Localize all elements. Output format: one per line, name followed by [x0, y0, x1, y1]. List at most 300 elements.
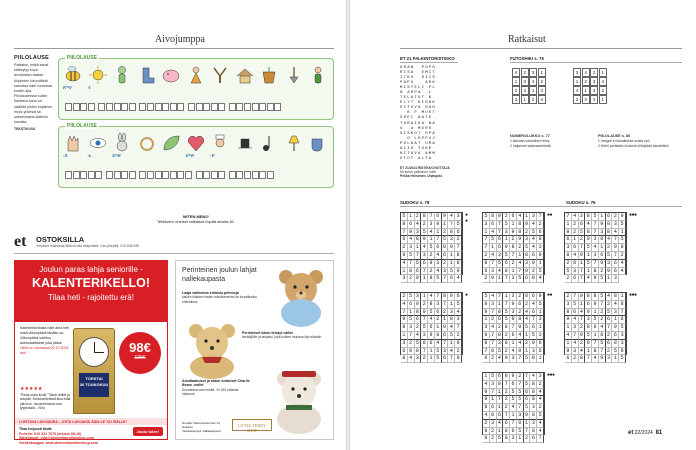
crossword-line: SISKOT OPA [400, 131, 437, 136]
sudoku-cell: 6 [497, 236, 504, 244]
sudoku-cell: 2 [606, 332, 613, 340]
christmas-badge: Joulu tulee! [133, 427, 163, 436]
sudoku-cell: 1 [585, 252, 592, 260]
sudoku-cell: 2 [606, 348, 613, 356]
sudoku-cell: 5 [585, 332, 592, 340]
futoshiki-cell: 1 [582, 86, 590, 95]
sudoku-cell: 5 [435, 355, 442, 363]
sudoku-cell: 3 [565, 301, 572, 309]
sudoku-cell: 9 [592, 301, 599, 309]
rebus-pic-pot [259, 65, 280, 95]
sudoku-cell: 4 [579, 309, 586, 317]
sudoku-cell: 4 [455, 275, 462, 283]
sudoku-cell: 5 [585, 260, 592, 268]
sudoku-cell: 5 [524, 381, 531, 389]
teddy-p3-text: Suomessa vain meiltä. Yli 150 erilaista hahmoa! [182, 387, 239, 396]
sudoku-cell: 2 [565, 260, 572, 268]
sudoku-cell: 2 [524, 340, 531, 348]
sudoku-cell: 9 [579, 252, 586, 260]
sudoku-cell: 4 [408, 355, 415, 363]
futoshiki-cell: 1 [512, 77, 520, 86]
sudoku-cell: 7 [490, 260, 497, 268]
sudoku-cell: 3 [572, 268, 579, 276]
sudoku-cell: 8 [599, 332, 606, 340]
sudoku-cell: 5 [497, 435, 504, 443]
sudoku-cell: 1 [421, 275, 428, 283]
sudoku-cell: 6 [517, 301, 524, 309]
sudoku-cell: 6 [565, 236, 572, 244]
rebus-hint: -L [87, 153, 92, 158]
sudoku-cell: 8 [490, 213, 497, 221]
sudoku-cell: 4 [572, 340, 579, 348]
crossword-line: PAPU ARK [400, 81, 437, 86]
et-logo: et [14, 233, 27, 250]
sudoku-cell: 6 [401, 348, 408, 356]
section-rule [400, 48, 682, 49]
sudoku-cell: 6 [537, 229, 544, 237]
sudoku-cell: 8 [592, 348, 599, 356]
sudoku-cell: 7 [497, 293, 504, 301]
sudoku-cell: 1 [510, 221, 517, 229]
sudoku-cell: 8 [503, 435, 510, 443]
futoshiki-cell: 2 [512, 86, 520, 95]
sudoku-cell: 8 [448, 316, 455, 324]
sudoku-cell: 9 [455, 268, 462, 276]
ad-divider [14, 253, 334, 254]
sudoku-cell: 4 [517, 213, 524, 221]
sudoku-cell: 2 [455, 236, 462, 244]
sudoku-cell: 7 [483, 236, 490, 244]
sudoku-cell: 7 [572, 293, 579, 301]
sudoku-cell: 3 [510, 435, 517, 443]
sudoku-cell: 6 [599, 252, 606, 260]
sudoku-cell: 4 [401, 301, 408, 309]
futoshiki-cell: 3 [590, 77, 598, 86]
sudoku-rule [400, 206, 682, 207]
sudoku-cell: 5 [455, 301, 462, 309]
sudoku-cell: 9 [483, 309, 490, 317]
sudoku-cell: 3 [490, 420, 497, 428]
sudoku-cell: 5 [401, 213, 408, 221]
rebus-pic-rabbit [112, 133, 133, 163]
sudoku-cell: 3 [448, 236, 455, 244]
sudoku-cell: 4 [415, 332, 422, 340]
sudoku-cell: 1 [408, 213, 415, 221]
ad-section-header [14, 232, 334, 254]
sudoku-cell: 4 [415, 221, 422, 229]
sudoku-cell: 9 [483, 389, 490, 397]
sudoku-cell: 4 [612, 301, 619, 309]
sudoku-cell: 6 [510, 428, 517, 436]
sudoku-cell: 6 [592, 324, 599, 332]
sudoku-cell: 9 [497, 381, 504, 389]
rebus-pic-lamp [284, 133, 305, 163]
sudoku-cell: 4 [565, 332, 572, 340]
sudoku-cell: 1 [448, 260, 455, 268]
sudoku-cell: 4 [585, 275, 592, 283]
sudoku-cell: 2 [401, 293, 408, 301]
sudoku-cell: 2 [524, 435, 531, 443]
sudoku-cell: 9 [435, 221, 442, 229]
sudoku-cell: 8 [428, 275, 435, 283]
sudoku-cell: 3 [408, 324, 415, 332]
sudoku-cell: 4 [455, 309, 462, 317]
sudoku-cell: 1 [524, 420, 531, 428]
sudoku-cell: 3 [442, 268, 449, 276]
page-number: 81 [655, 430, 663, 436]
sudoku-cell: 1 [435, 229, 442, 237]
sudoku-cell: 3 [510, 355, 517, 363]
sudoku-cell: 9 [530, 340, 537, 348]
sudoku-cell: 9 [517, 420, 524, 428]
sudoku-cell: 7 [490, 340, 497, 348]
sudoku-cell: 7 [435, 293, 442, 301]
pilolause-instructions [14, 63, 54, 133]
sudoku-cell: 2 [619, 252, 626, 260]
crossword-line: OREI AATE [400, 116, 437, 121]
price-current: 98€ [129, 340, 151, 355]
rebus-puzzle-2 [58, 123, 334, 188]
sudoku-cell: 9 [537, 293, 544, 301]
sudoku-cell: 9 [483, 396, 490, 404]
calendar-clock-ad[interactable] [14, 260, 168, 445]
sudoku-cell: 7 [579, 316, 586, 324]
sudoku-cell: 3 [524, 236, 531, 244]
sudoku-cell: 2 [435, 316, 442, 324]
sudoku-cell: 1 [619, 293, 626, 301]
sudoku-cell: 3 [510, 275, 517, 283]
sudoku-cell: 2 [517, 309, 524, 317]
sudoku-cell: 8 [530, 428, 537, 436]
rebus-pic-person [308, 65, 329, 95]
brown-bear-image [182, 321, 242, 377]
sudoku-cell: 6 [524, 396, 531, 404]
rebus-pic-tree [210, 65, 231, 95]
sudoku-cell: 8 [503, 428, 510, 436]
sudoku-cell: 8 [530, 381, 537, 389]
crossword-line: K P MUST [400, 111, 437, 116]
futoshiki-cell: 3 [521, 77, 529, 86]
sudoku-cell: 1 [585, 268, 592, 276]
sudoku-solution-1 [400, 212, 463, 282]
sudoku-cell: 9 [517, 236, 524, 244]
sudoku-cell: 1 [537, 309, 544, 317]
sudoku-cell: 2 [455, 332, 462, 340]
rebus-pic-chef [210, 133, 231, 163]
sudoku-cell: 2 [442, 260, 449, 268]
sudoku-cell: 6 [415, 268, 422, 276]
sudoku-cell: 1 [592, 332, 599, 340]
rebus-pictures [63, 65, 329, 99]
sudoku-cell: 8 [530, 355, 537, 363]
sudoku-cell: 8 [517, 316, 524, 324]
sudoku-cell: 3 [524, 260, 531, 268]
difficulty-dots: ●●● [547, 372, 555, 378]
futoshiki-cell: 2 [521, 68, 529, 77]
sudoku-cell: 7 [510, 420, 517, 428]
futoshiki-cell: 2 [590, 68, 598, 77]
sudoku-cell: 8 [537, 236, 544, 244]
futoshiki-cell: 3 [538, 86, 546, 95]
sudoku-cell: 6 [606, 316, 613, 324]
sudoku-cell: 5 [490, 236, 497, 244]
sudoku-cell: 7 [401, 309, 408, 317]
teddy-addr-1: Nuuskil: Mannerheimintie 14, Helsinki [182, 421, 221, 429]
section-title-ratkaisut: Ratkaisut [508, 34, 546, 45]
sudoku-cell: 3 [612, 275, 619, 283]
sudoku-cell: 5 [524, 355, 531, 363]
sudoku-cell: 1 [415, 244, 422, 252]
sudoku-cell: 3 [592, 252, 599, 260]
sudoku-cell: 1 [503, 293, 510, 301]
sudoku-cell: 1 [490, 396, 497, 404]
rebus-pic-shovel [284, 65, 305, 95]
sudoku-cell: 9 [455, 340, 462, 348]
sudoku-cell: 5 [503, 252, 510, 260]
rebus-pic-hand [63, 133, 84, 163]
sudoku-cell: 1 [510, 412, 517, 420]
sudoku-cell: 9 [455, 355, 462, 363]
futoshiki-cell: 4 [538, 95, 546, 104]
sudoku-cell: 4 [530, 236, 537, 244]
ad-section-title: OSTOKSILLA [36, 235, 85, 244]
sudoku-cell: 6 [530, 309, 537, 317]
sudoku-cell: 4 [537, 396, 544, 404]
sudoku-cell: 4 [510, 348, 517, 356]
sudoku-cell: 5 [428, 244, 435, 252]
sudoku-cell: 8 [606, 221, 613, 229]
numerolukko-solution [510, 134, 586, 148]
sudoku-cell: 1 [517, 435, 524, 443]
futoshiki-cell: 1 [599, 95, 607, 104]
sudoku-cell: 4 [592, 355, 599, 363]
sudoku-cell: 5 [599, 340, 606, 348]
sudoku-cell: 5 [524, 404, 531, 412]
clock-day: TORSTAI [85, 376, 103, 381]
sudoku-cell: 6 [497, 316, 504, 324]
ad-banner-line1: Joulun paras lahja seniorille - [39, 265, 143, 274]
sudoku-cell: 6 [503, 260, 510, 268]
sudoku-cell: 7 [517, 381, 524, 389]
sudoku-cell: 7 [421, 316, 428, 324]
sudoku-cell: 2 [455, 348, 462, 356]
sudoku-cell: 9 [524, 268, 531, 276]
clock-date: 26 TOUKOKUU [79, 382, 109, 387]
sudoku-cell: 7 [421, 348, 428, 356]
ad-banner [15, 261, 167, 322]
sudoku-cell: 9 [428, 260, 435, 268]
sudoku-cell: 2 [537, 381, 544, 389]
crossword-line: POLKAT URA [400, 141, 437, 146]
rebus-hint: -V [210, 153, 215, 158]
futoshiki-cell: 3 [582, 95, 590, 104]
teddy-addr-2[interactable]: Verkkokauppa: Nallekaupat.fi [182, 429, 221, 433]
sudoku-cell: 5 [510, 389, 517, 397]
sudoku-cell: 6 [606, 213, 613, 221]
teddy-p1-text: kaiken ikäisten lasten leikkikaveriksi tai turvalliseksi unilelukkoi. [182, 295, 257, 304]
piilolause-solution [598, 134, 682, 148]
sudoku-cell: 1 [510, 340, 517, 348]
sudoku-cell: 2 [401, 244, 408, 252]
sudoku-cell: 8 [428, 301, 435, 309]
futoshiki-cell: 2 [538, 77, 546, 86]
sudoku-cell: 9 [483, 332, 490, 340]
sudoku-cell: 2 [503, 396, 510, 404]
sudoku-cell: 7 [510, 324, 517, 332]
sudoku-cell: 9 [510, 316, 517, 324]
sudoku-cell: 7 [612, 252, 619, 260]
sudoku-cell: 7 [612, 236, 619, 244]
sudoku-cell: 9 [524, 221, 531, 229]
sudoku-cell: 8 [483, 404, 490, 412]
futoshiki-cell: 1 [521, 95, 529, 104]
rebus-pic-leaf [161, 133, 182, 163]
futoshiki-cell: 1 [573, 77, 581, 86]
sudoku-cell: 8 [497, 309, 504, 317]
crossword-line: ELYT HIGHK [400, 101, 437, 106]
sudoku-cell: 9 [408, 229, 415, 237]
sudoku-cell: 2 [517, 373, 524, 381]
sudoku-cell: 8 [619, 316, 626, 324]
sudoku-cell: 5 [442, 236, 449, 244]
sudoku-cell: 8 [401, 324, 408, 332]
sudoku-cell: 6 [401, 236, 408, 244]
difficulty-dots: ●●● [629, 292, 637, 298]
sudoku-cell: 1 [619, 229, 626, 237]
sudoku-cell: 3 [537, 316, 544, 324]
sudoku-cell: 6 [490, 404, 497, 412]
futoshiki-cell: 4 [599, 77, 607, 86]
sudoku-cell: 1 [599, 244, 606, 252]
sudoku-cell: 5 [408, 293, 415, 301]
sudoku-cell: 2 [428, 268, 435, 276]
sudoku-cell: 4 [435, 252, 442, 260]
sudoku-cell: 9 [585, 309, 592, 317]
sudoku-cell: 5 [510, 396, 517, 404]
sudoku-cell: 4 [524, 316, 531, 324]
sudoku-cell: 1 [448, 301, 455, 309]
order-phone[interactable]: Puhelin: 010 322 7670 (arkisin 09-16) [19, 431, 82, 436]
sudoku-cell: 8 [585, 293, 592, 301]
sudoku-cell: 8 [455, 260, 462, 268]
futoshiki-cell: 1 [529, 86, 537, 95]
sudoku-cell: 2 [490, 428, 497, 436]
sudoku-cell: 8 [592, 293, 599, 301]
sudoku-cell: 2 [415, 213, 422, 221]
sudoku-cell: 9 [448, 244, 455, 252]
pilolause-credit: TEKSTIKUVA [14, 127, 36, 132]
sudoku-cell: 7 [517, 268, 524, 276]
sudoku-cell: 9 [483, 435, 490, 443]
sudoku-cell: 5 [428, 309, 435, 317]
sudoku-cell: 3 [442, 348, 449, 356]
sudoku-cell: 8 [415, 309, 422, 317]
sudoku-cell: 3 [537, 373, 544, 381]
sudoku-cell: 6 [442, 355, 449, 363]
sudoku-cell: 5 [448, 332, 455, 340]
sudoku-cell: 7 [524, 428, 531, 436]
sudoku-cell: 9 [415, 275, 422, 283]
sudoku-cell: 4 [421, 244, 428, 252]
sudoku-cell: 8 [592, 268, 599, 276]
sudoku-cell: 2 [517, 293, 524, 301]
crossword-credit-text: 50 euron palkinnon voitti [400, 170, 436, 175]
teddy-paragraph-3 [182, 379, 252, 396]
crossword-line: NITOVA AMM [400, 151, 437, 156]
sudoku-cell: 2 [483, 252, 490, 260]
crossword-line: TORAISA NA [400, 121, 437, 126]
sudoku-cell: 6 [537, 348, 544, 356]
sudoku-cell: 2 [599, 268, 606, 276]
sudoku-cell: 2 [572, 355, 579, 363]
sudoku-cell: 5 [619, 236, 626, 244]
futoshiki-cell: 4 [521, 86, 529, 95]
sudoku-cell: 4 [530, 221, 537, 229]
sudoku-cell: 4 [497, 355, 504, 363]
sudoku-cell: 3 [490, 268, 497, 276]
sudoku-cell: 2 [599, 309, 606, 317]
clock-panel [79, 373, 109, 397]
sudoku-cell: 3 [415, 355, 422, 363]
sudoku-cell: 1 [421, 293, 428, 301]
sudoku-cell: 6 [530, 324, 537, 332]
teddy-p2-text: keräilijöille ja lahjaksi, joka kulkee mukana läpi elämän. [242, 335, 323, 340]
sudoku-cell: 1 [448, 252, 455, 260]
rebus-hint: K=V [63, 85, 72, 90]
sudoku-cell: 7 [490, 332, 497, 340]
solutions-note [58, 214, 334, 224]
order-web[interactable]: Verkkokauppa: www.dementiaonlineshop.com [19, 440, 99, 445]
sudoku-cell: 3 [565, 244, 572, 252]
sudoku-cell: 7 [599, 348, 606, 356]
sudoku-cell: 8 [517, 221, 524, 229]
ad-info-text: Kalenterikellosta näet aina heti mikä viikonpäivä tänään on. Viikonpäivä vaihtuu automaattisesti joka päivä. [20, 326, 69, 345]
difficulty-dots: ●●● [629, 212, 637, 218]
sudoku-cell: 3 [483, 221, 490, 229]
sudoku-solution-6 [564, 292, 627, 362]
order-email[interactable]: Sähköposti: info@dementiaonlineshop.com [19, 436, 94, 441]
sudoku-cell: 6 [572, 275, 579, 283]
sudoku-cell: 7 [435, 236, 442, 244]
futoshiki-cell: 3 [573, 68, 581, 77]
sudoku-cell: 3 [408, 244, 415, 252]
sudoku-cell: 8 [585, 229, 592, 237]
sudoku-cell: 3 [455, 213, 462, 221]
sudoku-cell: 7 [442, 340, 449, 348]
sudoku-cell: 4 [448, 324, 455, 332]
sudoku-cell: 6 [524, 389, 531, 397]
sudoku-cell: 6 [572, 244, 579, 252]
sudoku-cell: 1 [401, 268, 408, 276]
sudoku-cell: 3 [490, 301, 497, 309]
sudoku-cell: 4 [530, 373, 537, 381]
sudoku-cell: 6 [448, 275, 455, 283]
sudoku-solution-4 [400, 292, 463, 362]
sudoku-cell: 9 [579, 293, 586, 301]
sudoku-cell: 1 [524, 213, 531, 221]
crossword-solution [400, 66, 454, 162]
teddy-shop-ad[interactable] [175, 260, 334, 440]
sudoku-cell: 5 [524, 324, 531, 332]
crossword-line: SITOVA RAD [400, 106, 437, 111]
sudoku-cell: 8 [606, 229, 613, 237]
sudoku-cell: 9 [510, 301, 517, 309]
rebus-puzzle-1 [58, 55, 334, 120]
rebus-answer-boxes [65, 103, 282, 111]
sudoku-cell: 2 [483, 420, 490, 428]
sudoku-cell: 8 [483, 301, 490, 309]
sudoku-cell: 7 [442, 275, 449, 283]
